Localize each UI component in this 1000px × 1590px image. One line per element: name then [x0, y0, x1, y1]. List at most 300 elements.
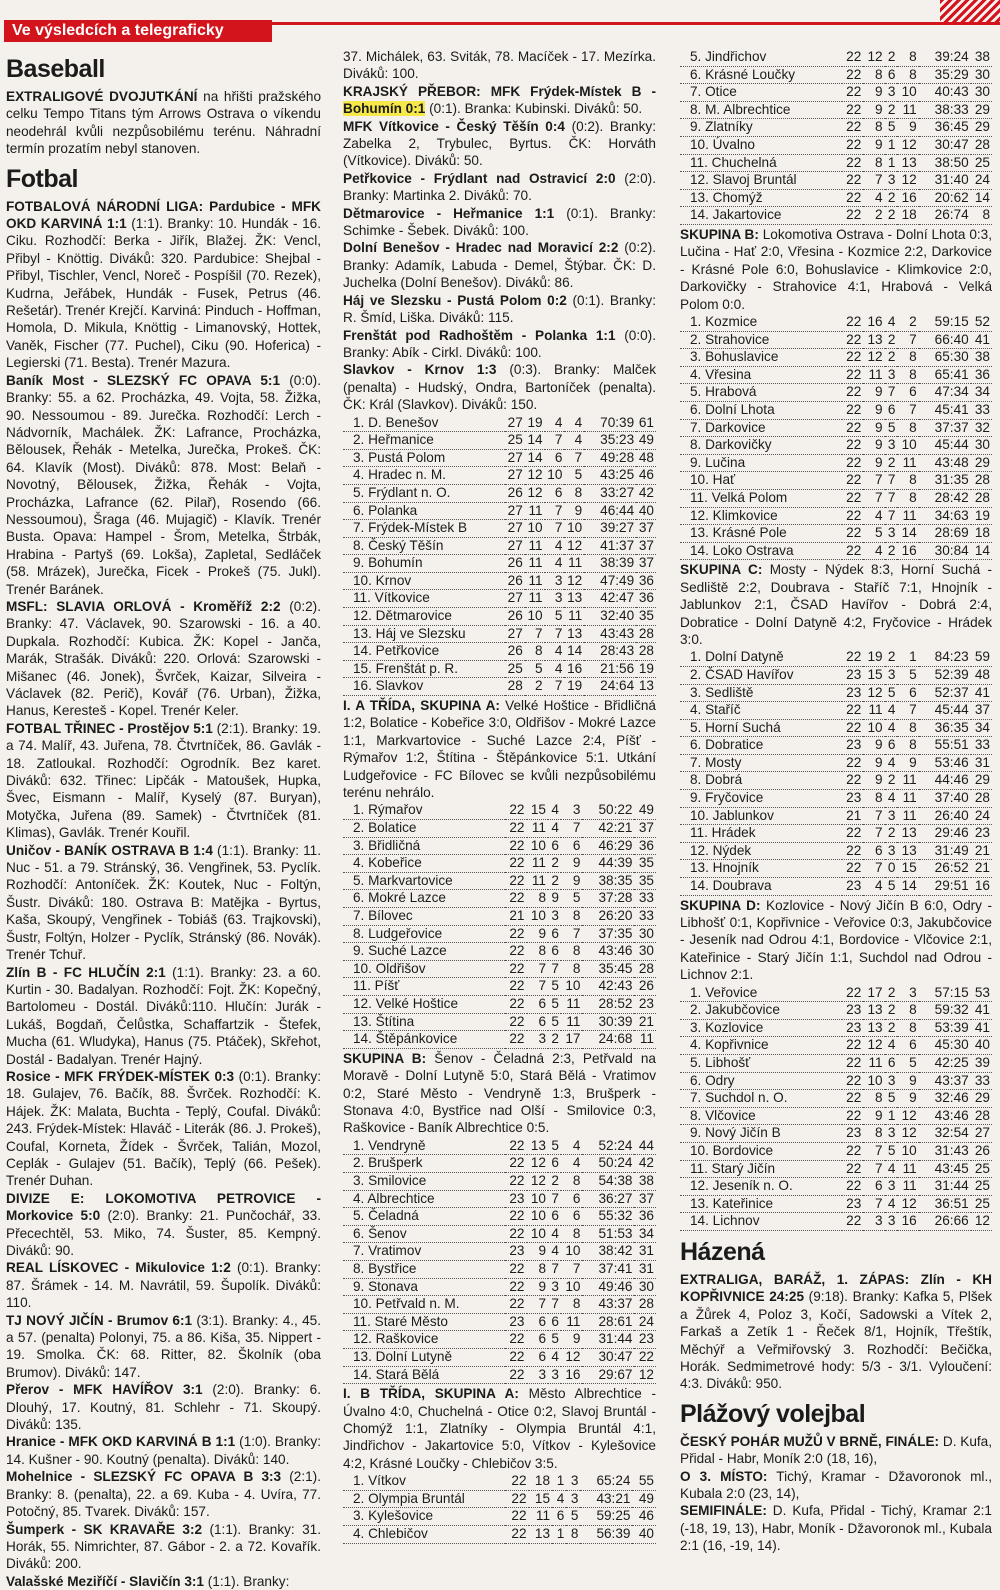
stat-cell: 10: [525, 608, 545, 626]
stat-cell: 3: [548, 1278, 561, 1296]
stat-cell: 12: [897, 1107, 918, 1125]
bold-lead: I. B TŘÍDA, SKUPINA A:: [343, 1386, 519, 1402]
standings-table: [343, 1473, 656, 1543]
team-cell: 5. Markvartovice: [343, 872, 505, 890]
table-row: [680, 454, 992, 472]
table-row: [680, 1160, 992, 1178]
stat-cell: 44: [634, 1138, 656, 1155]
stat-cell: 47:34: [919, 384, 971, 402]
stat-cell: 9: [863, 136, 884, 154]
column-2: [343, 48, 657, 1541]
stat-cell: 7: [863, 807, 884, 825]
stat-cell: 10: [527, 908, 549, 926]
stat-cell: 22: [842, 437, 863, 455]
stat-cell: 48: [636, 449, 656, 467]
stat-cell: 55: [632, 1473, 656, 1490]
stat-cell: 37: [634, 820, 656, 838]
stat-cell: 5: [863, 525, 884, 543]
table-row: [343, 1243, 656, 1261]
stat-cell: 7: [897, 401, 918, 419]
stat-cell: 4: [885, 314, 898, 331]
stat-cell: 6: [548, 943, 561, 961]
stat-cell: 42:25: [919, 1055, 971, 1073]
stat-cell: 26: [634, 978, 656, 996]
stat-cell: 84:23: [919, 649, 971, 666]
stat-cell: 6: [561, 1190, 583, 1208]
team-cell: 8. Ludgeřovice: [343, 925, 505, 943]
stat-cell: 22: [842, 401, 863, 419]
stat-cell: 10: [863, 1072, 884, 1090]
table-row: [343, 820, 656, 838]
stat-cell: 38:35: [582, 872, 634, 890]
team-cell: 1. D. Benešov: [343, 415, 505, 432]
stat-cell: 45:30: [919, 1037, 971, 1055]
bold-lead: MSFL: SLAVIA ORLOVÁ - Kroměříž 2:2: [6, 598, 281, 614]
stat-cell: 7: [545, 520, 565, 538]
stat-cell: 5: [564, 467, 584, 485]
stat-cell: 31: [634, 1260, 656, 1278]
table-row: [343, 855, 656, 873]
table-row: [343, 467, 656, 485]
stat-cell: 31: [634, 1243, 656, 1261]
result-paragraph: O 3. MÍSTO: Tichý, Kramar - Džavoronok ml., Kubala 2:0 (23, 14),: [680, 1468, 992, 1502]
stat-cell: 21: [842, 807, 863, 825]
team-cell: 5. Jindřichov: [680, 49, 842, 66]
stat-cell: 28:61: [582, 1313, 634, 1331]
stat-cell: 22: [505, 1366, 527, 1384]
stat-cell: 22: [842, 860, 863, 878]
team-cell: 14. Petřkovice: [343, 643, 505, 661]
stat-cell: 3: [863, 1213, 884, 1231]
section-heading: Fotbal: [6, 164, 78, 193]
stat-cell: 9: [897, 119, 918, 137]
stat-cell: 31:43: [919, 1143, 971, 1161]
stat-cell: 22: [505, 1296, 527, 1314]
table-row: [343, 978, 656, 996]
stat-cell: 7: [885, 507, 898, 525]
result-paragraph: SKUPINA C: Mosty - Nýdek 8:3, Horní Suchá - Sedliště 2:2, Doubrava - Staříč 7:1, Hnojník - Jablunkov 2:1, ČSAD Havířov - Dobrá 2:4, Dobratice - Dolní Datyně 4:2, Fryčovice - Hrádek 3:0.: [680, 562, 992, 647]
stat-cell: 22: [842, 49, 863, 66]
stat-cell: 22: [842, 649, 863, 666]
stat-cell: 4: [548, 1243, 561, 1261]
stat-cell: 52:39: [919, 666, 971, 684]
stat-cell: 12: [564, 537, 584, 555]
stat-cell: 7: [527, 978, 549, 996]
stat-cell: 22: [505, 855, 527, 873]
stat-cell: 13: [527, 1138, 549, 1155]
stat-cell: 4: [545, 537, 565, 555]
team-cell: 2. ČSAD Havířov: [680, 666, 842, 684]
stat-cell: 22: [505, 1508, 529, 1526]
table-row: [343, 1473, 656, 1490]
stat-cell: 22: [505, 890, 527, 908]
bold-lead: Baník Most - SLEZSKÝ FC OPAVA 5:1: [6, 372, 281, 388]
team-cell: 6. Polanka: [343, 502, 505, 520]
stat-cell: 28:42: [919, 489, 971, 507]
result-paragraph: Uničov - BANÍK OSTRAVA B 1:4 (1:1). Branky: 11. Nuc - 51. a 79. Stránský, 36. Vengřinek, 53. Pyclík. Rozhodčí: Antoníček. ŽK: Koutek, Nuc - Foltýn, Šustr. Diváků: 180. Ostrava B: Matějka - Byrtus, Kaša, Skoupý, Vengřinek - Tobiáš (63. Trajkovski), Šustr, Foltýn, Holzer - Pyclík, Stránský (86. Novák). Trenér Tchuř.: [6, 842, 321, 963]
stat-cell: 31: [971, 754, 992, 772]
table-row: [680, 666, 992, 684]
stat-cell: 37: [636, 555, 656, 573]
team-cell: 11. Velká Polom: [680, 489, 842, 507]
stat-cell: 40: [636, 502, 656, 520]
team-cell: 7. Suchdol n. O.: [680, 1090, 842, 1108]
stat-cell: 42: [636, 484, 656, 502]
stat-cell: 2: [897, 314, 918, 331]
stat-cell: 65:41: [919, 366, 971, 384]
stat-cell: 2: [885, 542, 898, 560]
stat-cell: 22: [505, 1138, 527, 1155]
table-row: [680, 842, 992, 860]
team-cell: 10. Krnov: [343, 572, 505, 590]
stat-cell: 7: [897, 331, 918, 349]
stat-cell: 27: [505, 625, 525, 643]
stat-cell: 7: [863, 1160, 884, 1178]
stat-cell: 15: [529, 1490, 553, 1508]
result-paragraph: KRAJSKÝ PŘEBOR: MFK Frýdek-Místek B - Bohumín 0:1 (0:1). Branka: Kubinski. Diváků: 50.: [343, 83, 656, 117]
stat-cell: 9: [863, 437, 884, 455]
table-row: [680, 472, 992, 490]
table-row: [680, 314, 992, 331]
stat-cell: 32:54: [919, 1125, 971, 1143]
stat-cell: 27: [505, 502, 525, 520]
stat-cell: 29:67: [582, 1366, 634, 1384]
stat-cell: 43:21: [580, 1490, 632, 1508]
stat-cell: 22: [842, 154, 863, 172]
stat-cell: 8: [897, 472, 918, 490]
team-cell: 7. Bílovec: [343, 908, 505, 926]
team-cell: 6. Mokré Lazce: [343, 890, 505, 908]
team-cell: 13. Chomýž: [680, 189, 842, 207]
table-row: [343, 1296, 656, 1314]
stat-cell: 12: [525, 467, 545, 485]
stat-cell: 22: [505, 1155, 527, 1173]
stat-cell: 56:39: [580, 1525, 632, 1543]
stat-cell: 7: [548, 1190, 561, 1208]
stat-cell: 17: [863, 985, 884, 1002]
stat-cell: 37: [971, 702, 992, 720]
stat-cell: 37:41: [582, 1260, 634, 1278]
stat-cell: 22: [842, 1072, 863, 1090]
stat-cell: 0: [885, 860, 898, 878]
stat-cell: 11: [527, 820, 549, 838]
result-paragraph: Dolní Benešov - Hradec nad Moravicí 2:2 (0:2). Branky: Adamík, Labuda - Demel, Štýbar. ČK: D. Juchelka (Dolní Benešov). Diváků: 86.: [343, 240, 656, 291]
bold-lead: EXTRALIGOVÉ DVOJUTKÁNÍ: [6, 89, 198, 104]
stat-cell: 9: [548, 890, 561, 908]
stat-cell: 2: [548, 1031, 561, 1049]
stat-cell: 27: [505, 467, 525, 485]
team-cell: 4. Kobeřice: [343, 855, 505, 873]
stat-cell: 4: [885, 754, 898, 772]
stat-cell: 13: [897, 842, 918, 860]
stat-cell: 4: [863, 507, 884, 525]
stat-cell: 46:29: [582, 837, 634, 855]
stat-cell: 22: [842, 314, 863, 331]
stat-cell: 7: [863, 1195, 884, 1213]
team-cell: 3. Smilovice: [343, 1173, 505, 1191]
bold-lead: Dětmarovice - Heřmanice 1:1: [343, 205, 555, 221]
stat-cell: 30:39: [582, 1013, 634, 1031]
stat-cell: 5: [548, 1331, 561, 1349]
stat-cell: 8: [897, 737, 918, 755]
team-cell: 1. Rýmařov: [343, 802, 505, 819]
team-cell: 14. Jakartovice: [680, 207, 842, 225]
stat-cell: 40:43: [919, 84, 971, 102]
stat-cell: 14: [897, 878, 918, 896]
stat-cell: 24: [634, 1313, 656, 1331]
stat-cell: 2: [885, 1002, 898, 1020]
stat-cell: 23: [842, 684, 863, 702]
stat-cell: 12: [863, 49, 884, 66]
stat-cell: 7: [885, 384, 898, 402]
team-cell: 3. Pustá Polom: [343, 449, 505, 467]
stat-cell: 44:39: [582, 855, 634, 873]
table-row: [343, 449, 656, 467]
team-cell: 16. Slavkov: [343, 678, 505, 696]
stat-cell: 10: [897, 437, 918, 455]
stat-cell: 6: [548, 1313, 561, 1331]
stat-cell: 59: [971, 649, 992, 666]
stat-cell: 12: [897, 1125, 918, 1143]
stat-cell: 22: [505, 872, 527, 890]
stat-cell: 30:47: [919, 136, 971, 154]
stat-cell: 6: [863, 1178, 884, 1196]
table-row: [343, 996, 656, 1014]
stat-cell: 22: [842, 119, 863, 137]
result-paragraph: Dětmarovice - Heřmanice 1:1 (0:1). Branky: Schimke - Šebek. Diváků: 100.: [343, 205, 657, 239]
stat-cell: 9: [863, 737, 884, 755]
stat-cell: 9: [561, 872, 583, 890]
stat-cell: 28: [636, 625, 656, 643]
stat-cell: 15: [863, 666, 884, 684]
stat-cell: 7: [885, 472, 898, 490]
stat-cell: 24: [971, 172, 992, 190]
stat-cell: 4: [885, 719, 898, 737]
stat-cell: 49:46: [582, 1278, 634, 1296]
stat-cell: 27: [505, 415, 525, 432]
team-cell: 9. Nový Jičín B: [680, 1125, 842, 1143]
stat-cell: 39: [971, 1055, 992, 1073]
header-rule: [272, 22, 1000, 25]
table-row: [680, 525, 992, 543]
stat-cell: 39:27: [584, 520, 636, 538]
stat-cell: 11: [525, 572, 545, 590]
stat-cell: 22: [505, 1013, 527, 1031]
stat-cell: 4: [548, 802, 561, 819]
stat-cell: 19: [636, 660, 656, 678]
team-cell: 7. Frýdek-Místek B: [343, 520, 505, 538]
stat-cell: 4: [885, 702, 898, 720]
stat-cell: 26: [505, 555, 525, 573]
stat-cell: 7: [545, 678, 565, 696]
stat-cell: 6: [561, 1208, 583, 1226]
table-row: [343, 1260, 656, 1278]
stat-cell: 24: [971, 807, 992, 825]
stat-cell: 22: [505, 1278, 527, 1296]
stat-cell: 22: [842, 1178, 863, 1196]
stat-cell: 9: [564, 502, 584, 520]
stat-cell: 7: [527, 1296, 549, 1314]
result-paragraph: SKUPINA B: Lokomotiva Ostrava - Dolní Lhota 0:3, Lučina - Hať 2:0, Vřesina - Kozmice 2:2, Darkovice - Krásné Pole 6:0, Bohuslavice - Klimkovice 2:0, Darkovičky - Strahovice 4:1, Hrabová - Velká Polom 0:0.: [680, 226, 992, 312]
stat-cell: 36:27: [582, 1190, 634, 1208]
stat-cell: 8: [561, 908, 583, 926]
table-row: [343, 960, 656, 978]
stat-cell: 40: [971, 1037, 992, 1055]
stat-cell: 2: [885, 189, 898, 207]
team-cell: 5. Frýdlant n. O.: [343, 484, 505, 502]
stat-cell: 19: [525, 415, 545, 432]
stat-cell: 28: [634, 1296, 656, 1314]
bold-lead: Slavkov - Krnov 1:3: [343, 362, 497, 378]
team-cell: 7. Otice: [680, 84, 842, 102]
stat-cell: 55:51: [919, 737, 971, 755]
team-cell: 4. Kopřivnice: [680, 1037, 842, 1055]
table-row: [680, 507, 992, 525]
stat-cell: 37:28: [582, 890, 634, 908]
stat-cell: 8: [897, 489, 918, 507]
stat-cell: 5: [548, 978, 561, 996]
stat-cell: 51:53: [582, 1225, 634, 1243]
team-cell: 8. M. Albrechtice: [680, 101, 842, 119]
stat-cell: 6: [561, 837, 583, 855]
stat-cell: 11: [863, 1055, 884, 1073]
stat-cell: 32:40: [584, 608, 636, 626]
stat-cell: 22: [505, 1525, 529, 1543]
stat-cell: 22: [505, 978, 527, 996]
bold-lead: DIVIZE E: LOKOMOTIVA PETROVICE - Morkovice 5:0: [6, 1190, 321, 1224]
stat-cell: 49:28: [584, 449, 636, 467]
stat-cell: 41: [971, 684, 992, 702]
team-cell: 13. Kateřinice: [680, 1195, 842, 1213]
stat-cell: 22: [842, 1143, 863, 1161]
table-row: [680, 1002, 992, 1020]
stat-cell: 4: [545, 555, 565, 573]
table-row: [343, 837, 656, 855]
stat-cell: 36:45: [919, 119, 971, 137]
stat-cell: 38:33: [919, 101, 971, 119]
stat-cell: 4: [863, 878, 884, 896]
stat-cell: 7: [897, 702, 918, 720]
result-paragraph: Slavkov - Krnov 1:3 (0:3). Branky: Malček (penalta) - Hudský, Ondra, Bartoníček (penalta). ČK: Král (Slavkov). Diváků: 150.: [343, 362, 656, 413]
team-cell: 4. Hradec n. M.: [343, 467, 505, 485]
stat-cell: 22: [842, 719, 863, 737]
stat-cell: 45:44: [919, 702, 971, 720]
stat-cell: 8: [897, 349, 918, 367]
stat-cell: 28: [636, 643, 656, 661]
stat-cell: 5: [548, 1138, 561, 1155]
stat-cell: 2: [885, 101, 898, 119]
stat-cell: 22: [842, 189, 863, 207]
stat-cell: 22: [842, 842, 863, 860]
table-row: [343, 660, 656, 678]
stat-cell: 39:24: [919, 49, 971, 66]
standings-table: [343, 802, 656, 1048]
stat-cell: 34: [971, 719, 992, 737]
stat-cell: 5: [566, 1508, 580, 1526]
team-cell: 8. Český Těšín: [343, 537, 505, 555]
stat-cell: 21: [634, 1013, 656, 1031]
table-row: [680, 1019, 992, 1037]
team-cell: 2. Olympia Bruntál: [343, 1490, 505, 1508]
stat-cell: 11: [525, 537, 545, 555]
table-row: [680, 649, 992, 666]
stat-cell: 11: [863, 702, 884, 720]
stat-cell: 2: [885, 985, 898, 1002]
stat-cell: 22: [505, 1260, 527, 1278]
stat-cell: 11: [561, 996, 583, 1014]
stat-cell: 4: [545, 660, 565, 678]
stat-cell: 3: [545, 590, 565, 608]
stat-cell: 13: [897, 154, 918, 172]
stat-cell: 2: [885, 1019, 898, 1037]
stat-cell: 17: [561, 1031, 583, 1049]
stat-cell: 27: [971, 1125, 992, 1143]
stat-cell: 6: [897, 1037, 918, 1055]
bold-lead: TJ NOVÝ JIČÍN - Brumov 6:1: [6, 1312, 193, 1328]
stat-cell: 43:46: [919, 1107, 971, 1125]
result-paragraph: I. B TŘÍDA, SKUPINA A: Město Albrechtice - Úvalno 4:0, Chuchelná - Otice 0:2, Slavoj Bruntál - Chomýž 1:1, Zlatníky - Olympia Bruntál 4:1, Jindřichov - Jakartovice 5:0, Vítkov - Kylešovice 4:2, Krásné Loučky - Chlebičov 3:5.: [343, 1386, 656, 1471]
stat-cell: 7: [545, 625, 565, 643]
stat-cell: 28: [505, 678, 525, 696]
stat-cell: 28: [971, 472, 992, 490]
bold-lead: REAL LÍSKOVEC - Mikulovice 1:2: [6, 1260, 231, 1276]
stat-cell: 32: [971, 419, 992, 437]
table-row: [680, 1037, 992, 1055]
stat-cell: 24:64: [584, 678, 636, 696]
stat-cell: 10: [527, 1190, 549, 1208]
table-row: [343, 1190, 656, 1208]
stat-cell: 44:46: [919, 772, 971, 790]
stat-cell: 22: [505, 943, 527, 961]
stat-cell: 25: [505, 432, 525, 450]
stat-cell: 35: [634, 855, 656, 873]
stat-cell: 3: [885, 84, 898, 102]
stat-cell: 3: [566, 1490, 580, 1508]
stat-cell: 32:46: [919, 1090, 971, 1108]
stat-cell: 20:62: [919, 189, 971, 207]
table-row: [343, 1348, 656, 1366]
team-cell: 11. Starý Jičín: [680, 1160, 842, 1178]
stat-cell: 28:43: [584, 643, 636, 661]
stat-cell: 22: [842, 1037, 863, 1055]
stat-cell: 26:66: [919, 1213, 971, 1231]
stat-cell: 8: [527, 1260, 549, 1278]
team-cell: 9. Suché Lazce: [343, 943, 505, 961]
stat-cell: 2: [885, 207, 898, 225]
section-heading: Plážový volejbal: [680, 1399, 866, 1428]
team-cell: 12. Dětmarovice: [343, 608, 505, 626]
team-cell: 8. Bystřice: [343, 1260, 505, 1278]
column-3: [680, 48, 992, 1554]
stat-cell: 9: [561, 1331, 583, 1349]
team-cell: 14. Lichnov: [680, 1213, 842, 1231]
stat-cell: 53:46: [919, 754, 971, 772]
stat-cell: 3: [885, 1178, 898, 1196]
bold-lead: Zlín B - FC HLUČÍN 2:1: [6, 964, 166, 980]
bold-lead: SKUPINA B:: [343, 1050, 427, 1066]
stat-cell: 5: [548, 1013, 561, 1031]
stat-cell: 8: [863, 154, 884, 172]
bold-lead: SEMIFINÁLE:: [680, 1503, 767, 1519]
team-cell: 11. Staré Město: [343, 1313, 505, 1331]
stat-cell: 6: [885, 737, 898, 755]
team-cell: 12. Velké Hoštice: [343, 996, 505, 1014]
stat-cell: 46: [632, 1508, 656, 1526]
stat-cell: 12: [897, 136, 918, 154]
table-row: [343, 872, 656, 890]
stat-cell: 22: [505, 1208, 527, 1226]
stat-cell: 8: [561, 943, 583, 961]
